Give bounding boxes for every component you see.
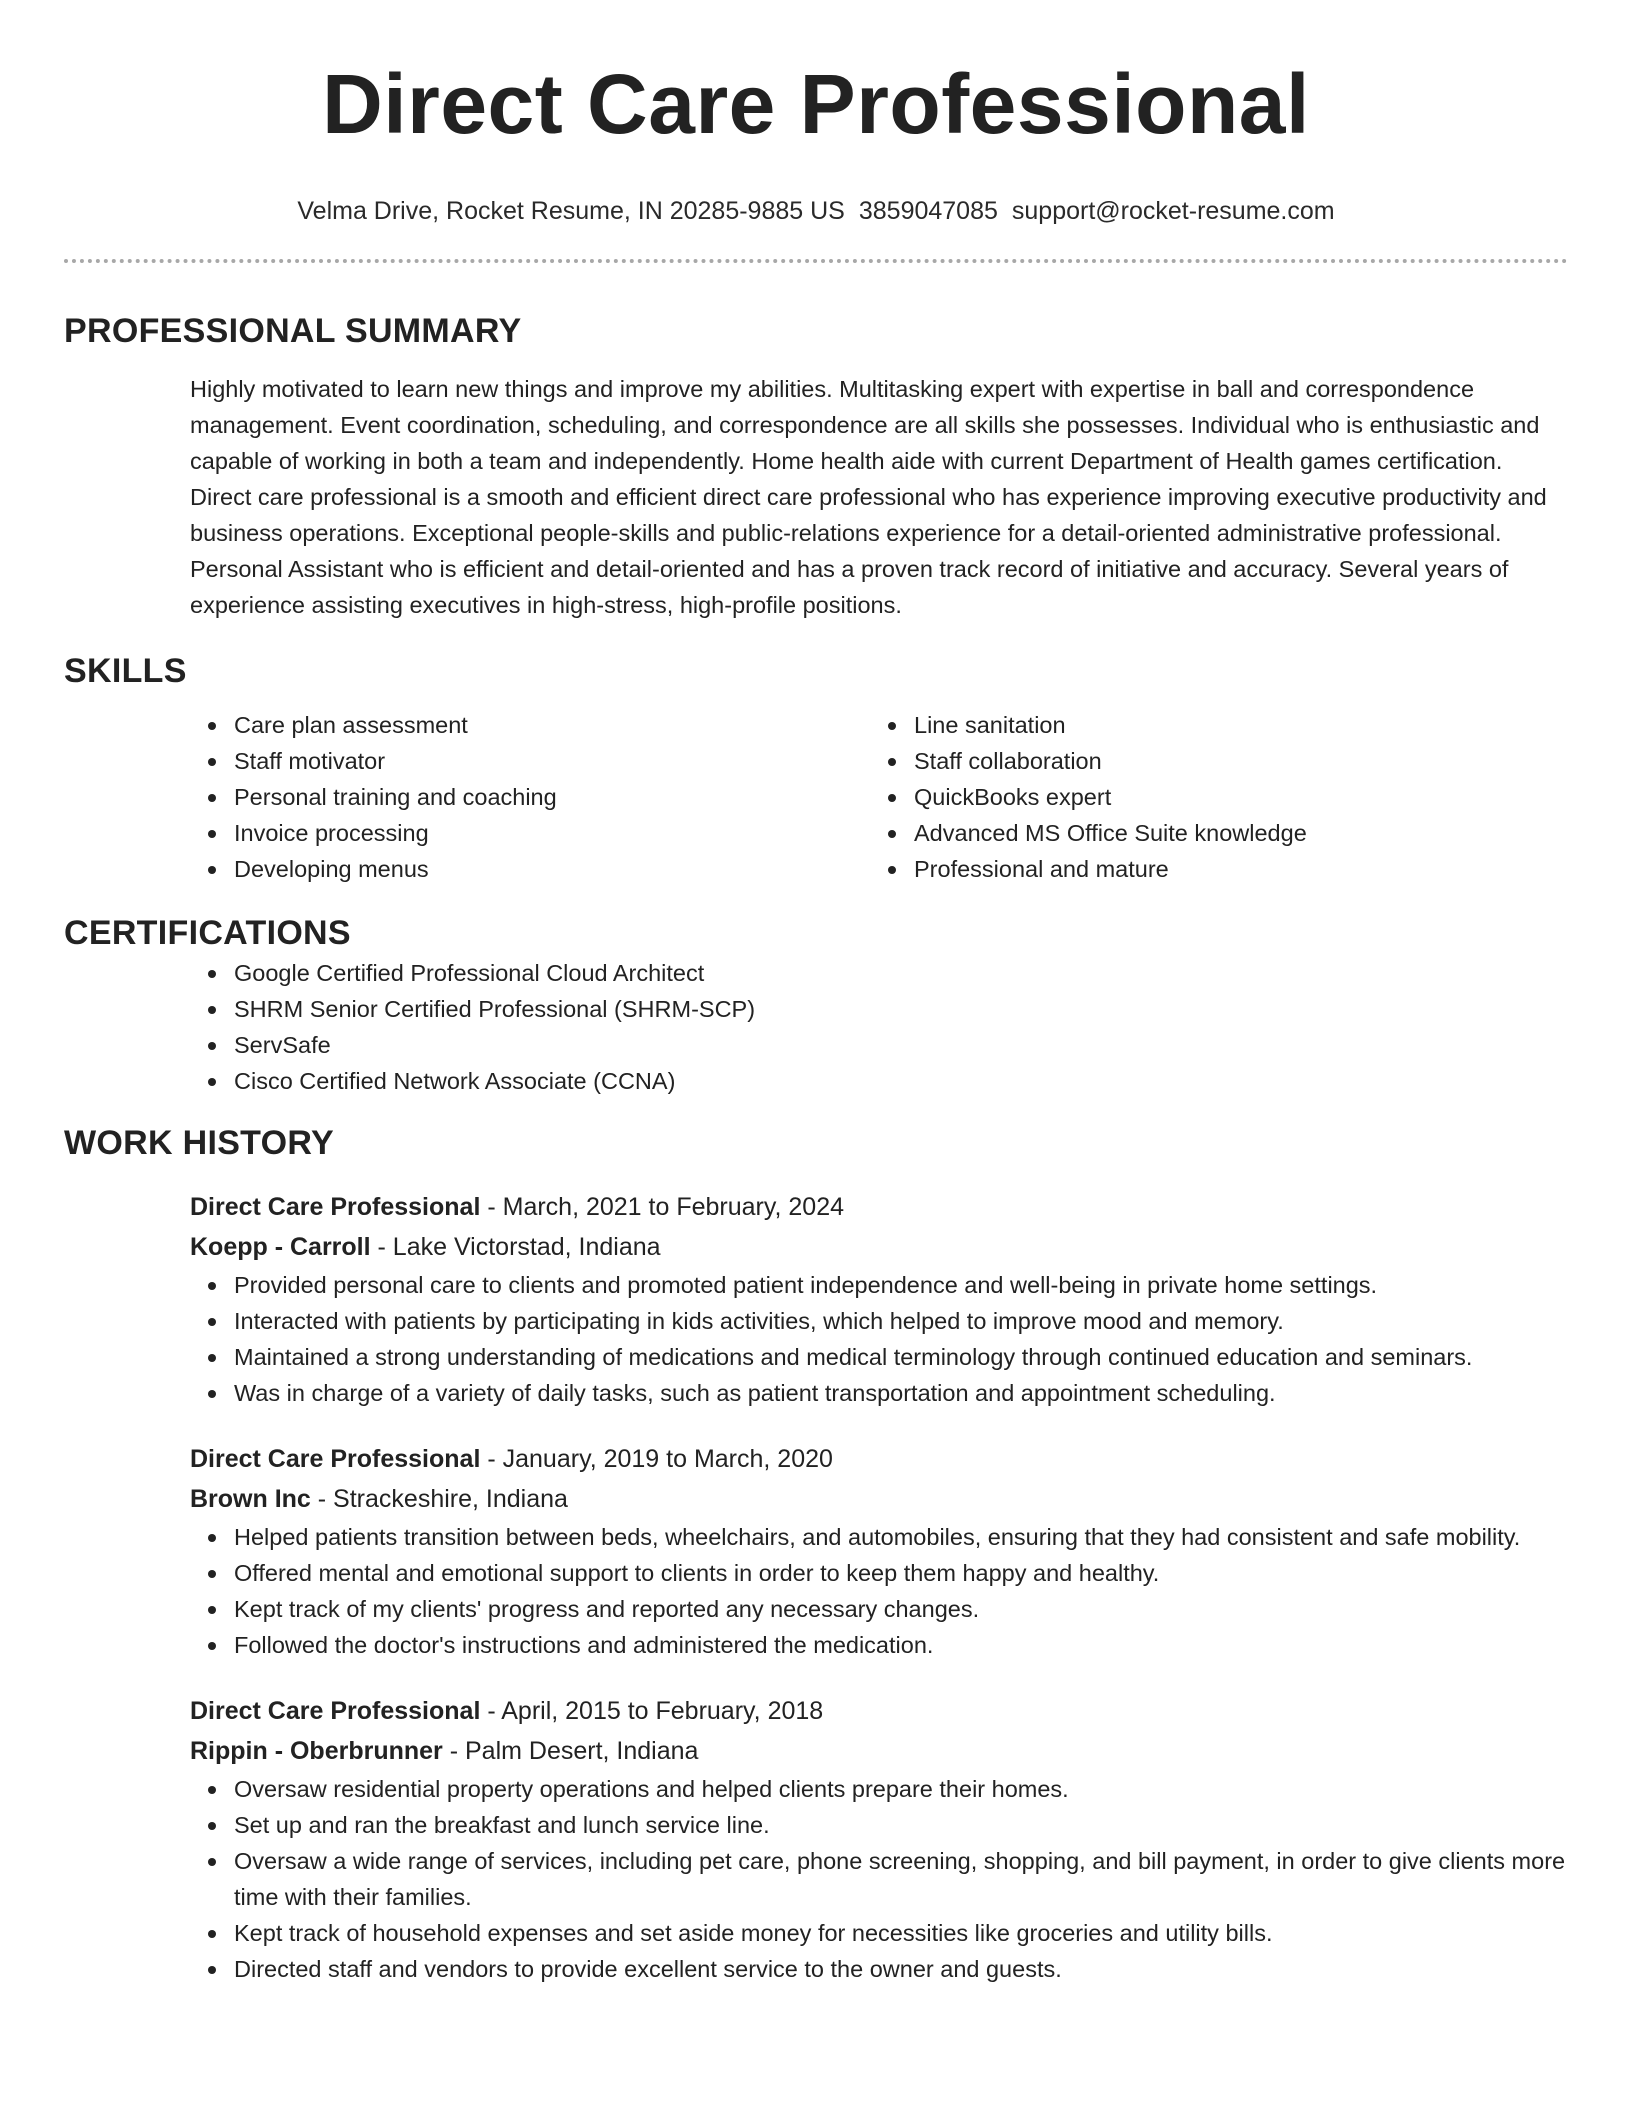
job-duty: Kept track of household expenses and set aside money for necessities like groceries and utility bills. <box>234 1915 1568 1951</box>
job-title-line <box>190 1691 1568 1731</box>
skills-column-left <box>190 707 870 887</box>
skill-item: Care plan assessment <box>234 707 870 743</box>
job-duty: Directed staff and vendors to provide excellent service to the owner and guests. <box>234 1951 1568 1987</box>
job-duties <box>190 1267 1568 1411</box>
job-location: - Lake Victorstad, Indiana <box>370 1233 661 1261</box>
job-duty: Provided personal care to clients and promoted patient independence and well-being in private home settings. <box>234 1267 1568 1303</box>
job-duty: Helped patients transition between beds, wheelchairs, and automobiles, ensuring that they had consistent and safe mobility. <box>234 1519 1568 1555</box>
skill-item: Line sanitation <box>914 707 1550 743</box>
candidate-name: Direct Care Professional <box>322 57 1310 151</box>
certification-item: ServSafe <box>234 1027 1568 1063</box>
job-entry <box>190 1187 1568 1411</box>
skill-item: Personal training and coaching <box>234 779 870 815</box>
job-duties <box>190 1519 1568 1663</box>
job-location: - Strackeshire, Indiana <box>310 1485 568 1513</box>
job-duty: Maintained a strong understanding of medications and medical terminology through continued education and seminars. <box>234 1339 1568 1375</box>
job-duty: Set up and ran the breakfast and lunch service line. <box>234 1807 1568 1843</box>
summary-text: Highly motivated to learn new things and improve my abilities. Multitasking expert with expertise in ball and correspondence management. Event coordination, scheduling, and correspondence are all skills she possesses. Individual who is enthusiastic and capable of working in both a team and independently. Home health aide with current Department of Health games certification. Direct care professional is a smooth and efficient direct care professional who has experience improving executive productivity and business operations. Exceptional people-skills and public-relations experience for a detail-oriented administrative professional. Personal Assistant who is efficient and detail-oriented and has a proven track record of initiative and accuracy. Several years of experience assisting executives in high-stress, high-profile positions. <box>190 376 1547 618</box>
job-company: Brown Inc <box>190 1485 311 1513</box>
skills-section <box>64 649 1568 887</box>
job-company-line <box>190 1479 1568 1519</box>
certification-item: SHRM Senior Certified Professional (SHRM-SCP) <box>234 991 1568 1027</box>
job-dates: - April, 2015 to February, 2018 <box>480 1697 824 1725</box>
certifications-section <box>64 911 1568 1099</box>
work-history-heading: WORK HISTORY <box>64 1124 334 1162</box>
summary-section <box>64 309 1568 623</box>
header-divider <box>64 259 1568 263</box>
certifications-heading: CERTIFICATIONS <box>64 914 351 952</box>
job-duty: Oversaw a wide range of services, including pet care, phone screening, shopping, and bill payment, in order to give clients more time with their families. <box>234 1843 1568 1915</box>
contact-address: Velma Drive, Rocket Resume, IN 20285-9885 US <box>297 197 845 225</box>
skill-item: Professional and mature <box>914 851 1550 887</box>
job-duty: Oversaw residential property operations and helped clients prepare their homes. <box>234 1771 1568 1807</box>
job-duty: Offered mental and emotional support to clients in order to keep them happy and healthy. <box>234 1555 1568 1591</box>
job-company-line <box>190 1227 1568 1267</box>
skills-column-right <box>870 707 1550 887</box>
certification-item: Cisco Certified Network Associate (CCNA) <box>234 1063 1568 1099</box>
job-entry <box>190 1691 1568 1987</box>
job-dates: - March, 2021 to February, 2024 <box>480 1193 845 1221</box>
certification-item: Google Certified Professional Cloud Architect <box>234 955 1568 991</box>
job-company-line <box>190 1731 1568 1771</box>
work-history-section <box>64 1121 1568 1987</box>
skill-item: QuickBooks expert <box>914 779 1550 815</box>
job-role: Direct Care Professional <box>190 1697 481 1725</box>
resume-header <box>64 0 1568 263</box>
job-duty: Interacted with patients by participating in kids activities, which helped to improve mood and memory. <box>234 1303 1568 1339</box>
job-title-line <box>190 1187 1568 1227</box>
job-duty: Kept track of my clients' progress and reported any necessary changes. <box>234 1591 1568 1627</box>
skills-grid <box>190 707 1568 887</box>
job-role: Direct Care Professional <box>190 1193 481 1221</box>
contact-phone: 3859047085 <box>858 197 998 225</box>
skill-item: Advanced MS Office Suite knowledge <box>914 815 1550 851</box>
skill-item: Staff collaboration <box>914 743 1550 779</box>
contact-email[interactable]: support@rocket-resume.com <box>1011 197 1335 225</box>
job-duty: Followed the doctor's instructions and administered the medication. <box>234 1627 1568 1663</box>
job-duty: Was in charge of a variety of daily tasks, such as patient transportation and appointment scheduling. <box>234 1375 1568 1411</box>
job-duties <box>190 1771 1568 1987</box>
contact-line <box>64 194 1568 228</box>
job-entry <box>190 1439 1568 1663</box>
skill-item: Invoice processing <box>234 815 870 851</box>
skill-item: Developing menus <box>234 851 870 887</box>
job-location: - Palm Desert, Indiana <box>442 1737 699 1765</box>
summary-heading: PROFESSIONAL SUMMARY <box>64 312 522 350</box>
certifications-list <box>190 955 1568 1099</box>
job-company: Koepp - Carroll <box>190 1233 371 1261</box>
skill-item: Staff motivator <box>234 743 870 779</box>
skills-heading: SKILLS <box>64 652 187 690</box>
job-dates: - January, 2019 to March, 2020 <box>480 1445 833 1473</box>
job-role: Direct Care Professional <box>190 1445 481 1473</box>
job-title-line <box>190 1439 1568 1479</box>
job-company: Rippin - Oberbrunner <box>190 1737 443 1765</box>
